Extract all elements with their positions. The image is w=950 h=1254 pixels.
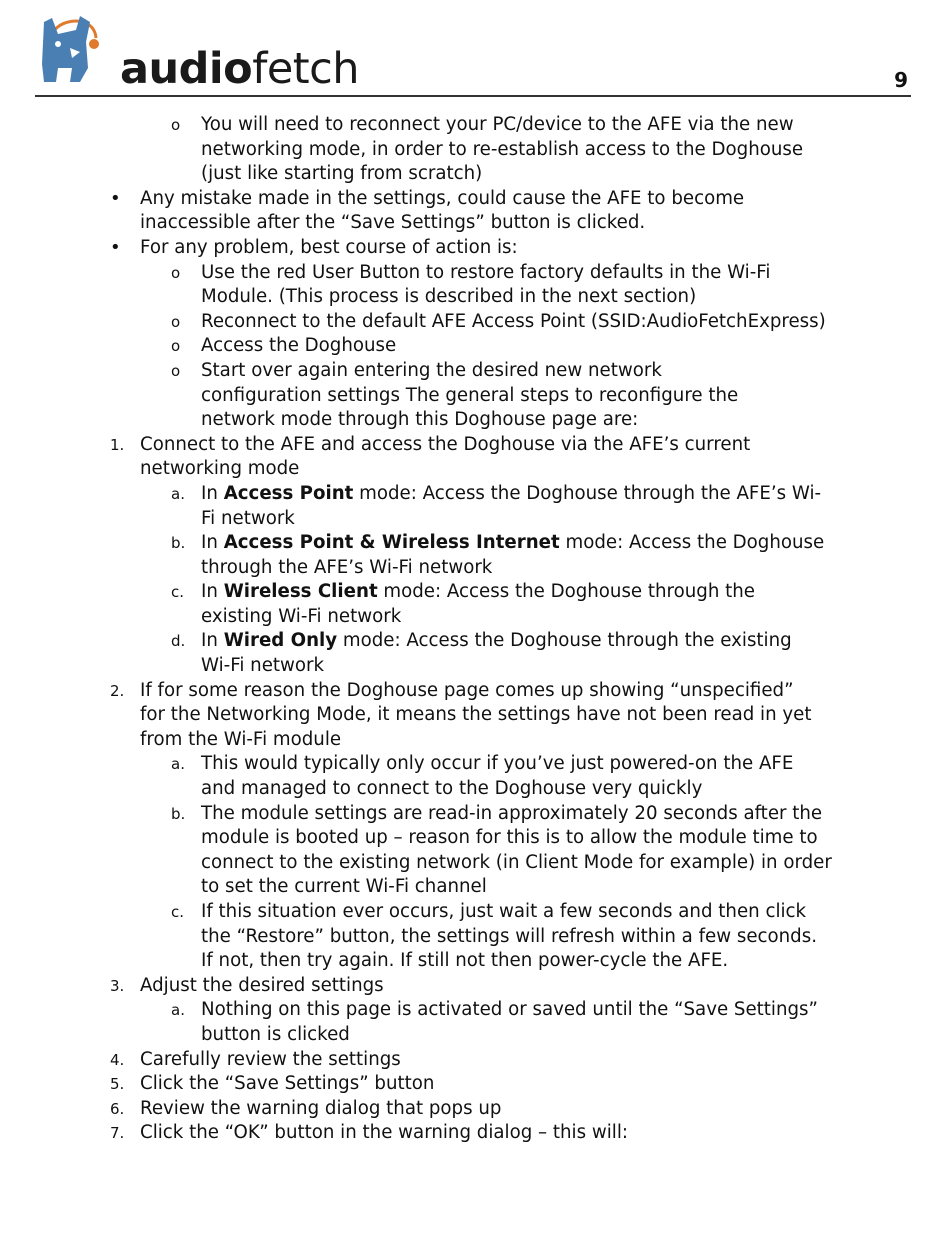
bold-term: Wired Only [223,630,338,652]
text-segment: module is booted up – reason for this is to allow the module time to [201,827,818,849]
text-segment: button is clicked [201,1023,350,1045]
audiofetch-logo [36,8,360,94]
text-line [0,211,950,236]
text-line [0,875,950,900]
text-segment: (just like starting from scratch) [201,163,483,185]
text-segment: Fi network [201,507,295,529]
text-segment: Review the warning dialog that pops up [140,1097,502,1119]
text-segment: Use the red User Button to restore factory defaults in the Wi-Fi [201,261,771,283]
line-text [201,851,832,876]
list-number-marker: b. [171,534,186,553]
text-line [0,679,950,704]
line-text [140,1097,501,1122]
line-text [201,384,738,409]
text-line [0,482,950,507]
text-segment: Nothing on this page is activated or saved until the “Save Settings” [201,999,818,1021]
line-text [140,703,812,728]
line-text [201,261,770,286]
text-line [0,1121,950,1146]
text-segment: to set the current Wi-Fi channel [201,876,487,898]
line-text [201,507,295,532]
text-segment: from the Wi-Fi module [140,728,342,750]
list-number-marker: 1. [110,435,125,454]
text-segment: If not, then try again. If still not then power-cycle the AFE. [201,950,729,972]
text-line [0,1023,950,1048]
list-number-marker: d. [171,632,186,651]
list-number-marker: 6. [110,1099,125,1118]
text-segment: Adjust the desired settings [140,974,384,996]
list-number-marker: 7. [110,1124,125,1143]
text-line [0,826,950,851]
text-segment: For any problem, best course of action is: [140,236,518,258]
text-segment: existing Wi-Fi network [201,605,402,627]
list-number-marker: a. [171,755,185,774]
line-text [201,900,806,925]
text-segment: Start over again entering the desired new network [201,359,662,381]
line-text [201,285,696,310]
line-text [201,925,817,950]
text-segment: Click the “OK” button in the warning dialog – this will: [140,1122,629,1144]
line-text [201,113,794,138]
text-line [0,851,950,876]
text-segment: connect to the existing network (in Client Mode for example) in order [201,851,832,873]
text-line [0,728,950,753]
text-segment: If for some reason the Doghouse page comes up showing “unspecified” [140,679,794,701]
text-segment: Wi-Fi network [201,655,325,677]
text-line [0,531,950,556]
text-segment: Any mistake made in the settings, could cause the AFE to become [140,187,745,209]
bold-term: Access Point & Wireless Internet [223,532,560,554]
text-line [0,900,950,925]
document-body [0,113,950,1146]
text-segment: You will need to reconnect your PC/device to the AFE via the new [201,114,794,135]
list-number-marker: b. [171,804,186,823]
text-segment: In [201,532,224,554]
dog-mascot-icon [36,8,116,92]
text-line [0,1097,950,1122]
line-text [201,802,822,827]
line-text [140,679,794,704]
line-text [201,482,821,507]
text-line [0,384,950,409]
text-line [0,162,950,187]
line-text [201,334,396,359]
text-line [0,236,950,261]
line-text [140,728,341,753]
text-segment: inaccessible after the “Save Settings” button is clicked. [140,212,646,234]
line-text [201,310,826,335]
line-text [201,580,755,605]
text-segment: mode: Access the Doghouse through the existing [337,630,792,652]
list-number-marker: a. [171,484,185,503]
line-text [140,1048,401,1073]
line-text [140,211,645,236]
line-text [140,1121,628,1146]
text-segment: mode: Access the Doghouse through the [377,581,755,603]
line-text [201,875,487,900]
text-segment: networking mode [140,458,300,480]
line-text [140,457,299,482]
text-line [0,802,950,827]
list-number-marker: c. [171,583,185,602]
text-line [0,777,950,802]
circle-bullet-marker: o [171,116,181,134]
text-line [0,556,950,581]
line-text [201,826,818,851]
text-line [0,654,950,679]
line-text [201,605,401,630]
text-line [0,752,950,777]
line-text [201,162,482,187]
text-line [0,433,950,458]
text-line [0,408,950,433]
list-number-marker: c. [171,903,185,921]
text-line [0,580,950,605]
text-segment: In [201,482,224,504]
text-line [0,285,950,310]
line-text [201,556,492,581]
line-text [201,998,818,1023]
circle-bullet-marker: o [171,337,181,356]
text-line [0,113,950,138]
text-segment: In [201,581,224,603]
bold-term: Access Point [223,482,354,504]
text-segment: Reconnect to the default AFE Access Point (SSID:AudioFetchExpress) [201,310,826,332]
text-line [0,703,950,728]
text-segment: The module settings are read-in approximately 20 seconds after the [201,802,823,824]
line-text [201,777,702,802]
line-text [140,187,744,212]
text-segment: Carefully review the settings [140,1048,401,1070]
text-segment: This would typically only occur if you’ve just powered-on the AFE [201,753,794,775]
page-number: 9 [894,68,908,92]
text-segment: Access the Doghouse [201,335,397,357]
text-line [0,507,950,532]
line-text [201,629,792,654]
list-number-marker: 4. [110,1050,125,1069]
text-segment: Click the “Save Settings” button [140,1073,435,1095]
line-text [201,408,638,433]
line-text [201,359,662,384]
text-segment: through the AFE’s Wi-Fi network [201,556,493,578]
line-text [201,949,728,974]
line-text [140,1072,434,1097]
list-number-marker: 3. [110,976,125,995]
line-text [201,752,793,777]
text-segment: networking mode, in order to re-establish access to the Doghouse [201,138,804,160]
text-line [0,925,950,950]
text-segment: mode: Access the Doghouse [559,532,825,554]
line-text [140,433,750,458]
page-header [0,0,950,100]
text-line [0,457,950,482]
text-line [0,998,950,1023]
text-segment: Connect to the AFE and access the Doghouse via the AFE’s current [140,433,751,455]
circle-bullet-marker: o [171,263,181,282]
text-line [0,605,950,630]
logo-wordmark [120,45,359,93]
text-segment: the “Restore” button, the settings will refresh within a few seconds. [201,925,817,947]
text-line [0,359,950,384]
text-segment: In [201,630,224,652]
logo-light-text: fetch [252,44,360,94]
header-divider [35,95,911,97]
text-line [0,138,950,163]
circle-bullet-marker: o [171,312,181,331]
text-line [0,1048,950,1073]
line-text [201,654,324,679]
line-text [201,138,803,163]
line-text [140,974,384,999]
text-line [0,974,950,999]
text-segment: Module. (This process is described in the next section) [201,286,697,308]
text-segment: If this situation ever occurs, just wait a few seconds and then click [201,901,807,922]
bullet-marker: • [110,187,121,209]
circle-bullet-marker: o [171,361,181,380]
text-line [0,310,950,335]
text-line [0,334,950,359]
text-line [0,187,950,212]
text-segment: configuration settings The general steps to reconfigure the [201,384,739,406]
text-segment: for the Networking Mode, it means the settings have not been read in yet [140,704,812,726]
bullet-marker: • [110,236,121,258]
text-line [0,261,950,286]
logo-bold-text: audio [120,44,253,94]
text-segment: and managed to connect to the Doghouse very quickly [201,778,703,800]
text-segment: network mode through this Doghouse page are: [201,409,639,431]
line-text [140,236,518,261]
line-text [201,1023,350,1048]
text-line [0,949,950,974]
list-number-marker: 2. [110,681,125,700]
text-segment: mode: Access the Doghouse through the AFE’s Wi- [353,482,822,504]
bold-term: Wireless Client [223,581,378,603]
text-line [0,1072,950,1097]
list-number-marker: 5. [110,1075,125,1094]
line-text [201,531,824,556]
text-line [0,629,950,654]
list-number-marker: a. [171,1001,185,1020]
